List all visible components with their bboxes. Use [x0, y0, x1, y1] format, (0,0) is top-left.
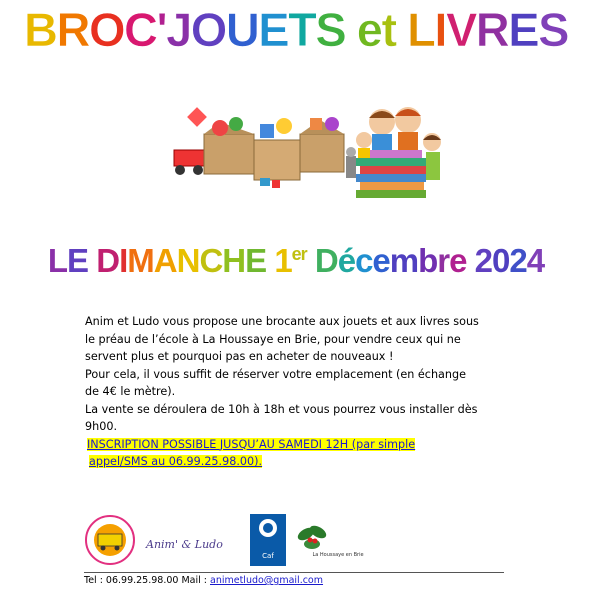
date-letter: D [96, 242, 120, 279]
date-letter: L [47, 242, 68, 279]
date-letter: c [355, 242, 373, 279]
title-letter: e [356, 3, 382, 56]
date-letter: E [67, 242, 89, 279]
description-line: Anim et Ludo vous propose une brocante aux jouets et aux livres sous [85, 315, 479, 328]
date-superscript: er [291, 244, 307, 264]
date-letter [88, 242, 96, 279]
event-description [85, 313, 515, 471]
date-letter [467, 242, 475, 279]
title-letter: R [56, 3, 89, 56]
anim-ludo-logo: Anim' & Ludo [146, 538, 223, 551]
contact-label: Tel : 06.99.25.98.00 Mail : [84, 575, 210, 586]
title-letter: O [88, 3, 124, 56]
description-line: La vente se déroulera de 10h à 18h et vous pourrez vous installer dès [85, 402, 478, 416]
title-letter: T [288, 3, 316, 56]
caf-logo [250, 514, 286, 566]
registration-contact: appel/SMS au 06.99.25.98.00). [89, 455, 263, 468]
date-letter: e [372, 242, 390, 279]
date-letter: m [389, 242, 419, 279]
houssaye-label: La Houssaye en Brie [312, 552, 364, 558]
title-letter: ' [156, 3, 167, 56]
title-letter: E [258, 3, 289, 56]
date-letter: I [119, 242, 128, 279]
email-link[interactable]: animetludo@gmail.com [210, 575, 324, 586]
kids-with-books-icon [356, 107, 441, 198]
date-letter: A [153, 242, 177, 279]
registration-notice: INSCRIPTION POSSIBLE JUSQU’AU SAMEDI 12H (par simple [87, 437, 416, 451]
caf-label: Caf [262, 552, 274, 560]
toys-and-books-illustration [160, 100, 450, 210]
partner-logos [84, 510, 384, 570]
date-letter: e [449, 242, 467, 279]
title-letter: R [475, 3, 509, 56]
holly-logo [296, 523, 364, 558]
date-letter: 4 [526, 242, 545, 279]
title-letter: S [315, 3, 346, 56]
date-letter: D [314, 242, 338, 279]
date-letter: r [437, 242, 450, 279]
title-letter: V [445, 3, 476, 56]
title-letter: t [381, 3, 396, 56]
title-letter: B [24, 3, 57, 56]
title-letter: E [508, 3, 539, 56]
date-letter [307, 242, 315, 279]
title-letter: I [434, 3, 446, 56]
bus-badge-logo [86, 516, 134, 564]
title-letter: O [190, 3, 226, 56]
description-line: Pour cela, il vous suffit de réserver votre emplacement (en échange [85, 367, 466, 381]
title-letter: J [166, 3, 191, 56]
date-letter: 1 [274, 242, 292, 279]
title-letter: S [538, 3, 568, 56]
description-line: 9h00. [85, 420, 118, 433]
title-letter: L [407, 3, 435, 56]
title-letter: U [225, 3, 259, 56]
toy-boxes-icon [187, 107, 356, 188]
date-letter: H [222, 242, 246, 279]
date-letter: N [176, 242, 200, 279]
date-letter: E [245, 242, 267, 279]
date-letter: 2 [509, 242, 527, 279]
contact-footer [84, 572, 504, 586]
title-letter [396, 3, 408, 56]
description-line: de 4€ le mètre). [85, 385, 176, 398]
title-letter [345, 3, 357, 56]
description-line: servent plus et pourquoi pas en acheter de nouveaux ! [85, 350, 394, 363]
date-letter: b [418, 242, 438, 279]
date-letter: é [337, 242, 356, 279]
title-letter: C [124, 3, 157, 56]
event-title [0, 2, 592, 58]
date-letter: C [199, 242, 223, 279]
description-line: le préau de l’école à La Houssaye en Brie, pour vendre ceux qui ne [85, 332, 461, 346]
date-letter: M [127, 242, 154, 279]
event-date [0, 232, 592, 283]
date-letter: 2 [474, 242, 493, 279]
date-letter: 0 [492, 242, 510, 279]
